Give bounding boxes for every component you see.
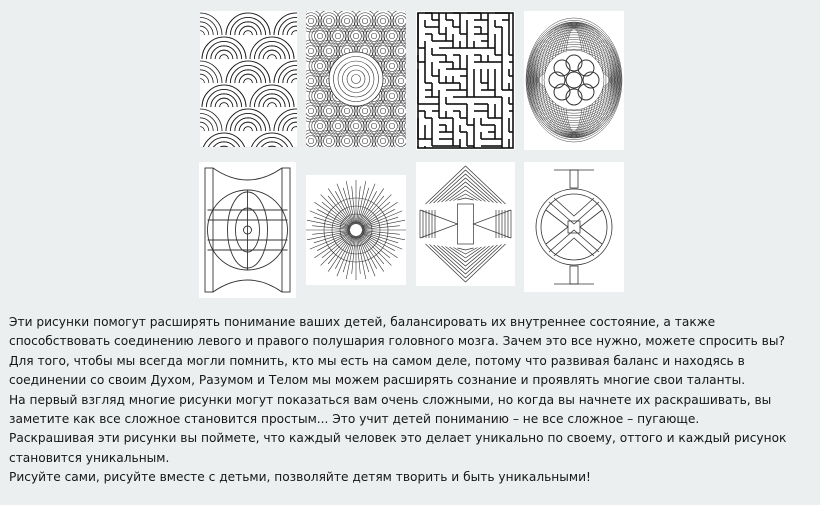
gallery-image-arcs-pattern[interactable] [200,11,297,147]
gallery-image-cross-knot[interactable] [524,162,624,292]
sunburst-art [306,175,406,285]
cross-knot-art [524,162,624,292]
gallery-image-flower-mandala[interactable] [524,11,624,150]
gallery-image-maze[interactable] [416,11,515,150]
paragraph-intro: Эти рисунки помогут расширять понимание ваших детей, балансировать их внутреннее состояние, а также способствовать соединению левого и правого полушария головного мозга. Зачем это все нужно, можете спросить вы? Для того, чтобы мы всегда могли помнить, кто мы есть на самом деле, потому что развивая баланс и находясь в соединении со своим Духом, Разумом и Телом мы можем расширять сознание и проявлять многие свои таланты. [9,315,785,388]
circle-scales-art [306,11,406,147]
arcs-pattern-art [200,11,297,147]
flower-mandala-art [524,11,624,150]
paragraph-first-look: На первый взгляд многие рисунки могут показаться вам очень сложными, но когда вы начнете их раскрашивать, вы заметите как все сложное становится простым... Это учит детей пониманию – не все сложное – пугающе. [9,392,772,427]
paragraph-call-to-action: Рисуйте сами, рисуйте вместе с детьми, позволяйте детям творить и быть уникальными! [9,470,591,485]
diamond-hourglass-art [416,162,515,286]
gallery-image-sunburst[interactable] [306,175,406,285]
circle-bars-art [199,162,296,298]
maze-art [416,11,515,150]
gallery-image-circle-bars[interactable] [199,162,296,298]
paragraph-coloring: Раскрашивая эти рисунки вы поймете, что каждый человек это делает уникально по своему, оттого и каждый рисунок становится уникальным. [9,431,787,465]
article-text [9,313,809,488]
gallery-image-diamond-hourglass[interactable] [416,162,515,286]
gallery-image-circle-scales[interactable] [306,11,406,147]
